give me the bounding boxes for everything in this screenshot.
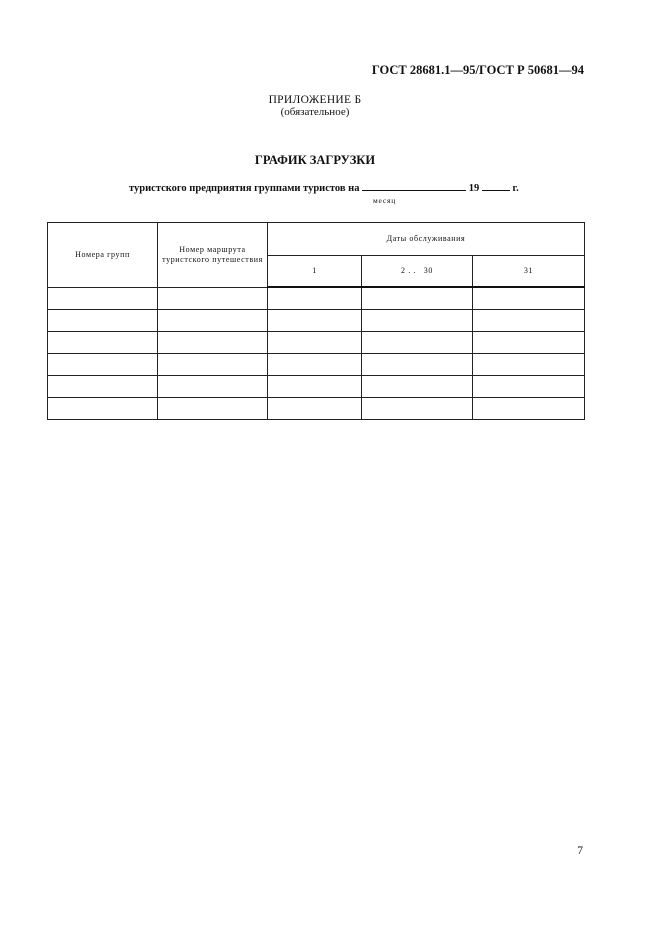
header-route-number: Номер маршрута туристского путешествия — [158, 223, 268, 288]
table-cell[interactable] — [473, 310, 585, 332]
table-cell[interactable] — [48, 332, 158, 354]
table-cell[interactable] — [48, 354, 158, 376]
table-cell[interactable] — [268, 398, 362, 420]
table-cell[interactable] — [48, 287, 158, 310]
table-cell[interactable] — [362, 332, 473, 354]
table-cell[interactable] — [48, 398, 158, 420]
table-cell[interactable] — [48, 310, 158, 332]
year-blank-field[interactable] — [482, 180, 510, 191]
table-row — [48, 287, 585, 310]
table-cell[interactable] — [473, 354, 585, 376]
form-subtitle — [129, 180, 519, 194]
table-cell[interactable] — [473, 332, 585, 354]
header-group-numbers: Номера групп — [48, 223, 158, 288]
table-cell[interactable] — [473, 376, 585, 398]
table-cell[interactable] — [268, 310, 362, 332]
appendix-title: ПРИЛОЖЕНИЕ Б — [268, 94, 362, 106]
form-title: ГРАФИК ЗАГРУЗКИ — [254, 153, 376, 167]
table-cell[interactable] — [158, 287, 268, 310]
table-cell[interactable] — [158, 398, 268, 420]
table-cell[interactable] — [158, 332, 268, 354]
schedule-table — [47, 222, 585, 420]
table-row — [48, 332, 585, 354]
table-cell[interactable] — [473, 398, 585, 420]
table-row — [48, 310, 585, 332]
header-date-1: 1 — [268, 256, 362, 288]
table-cell[interactable] — [362, 398, 473, 420]
table-cell[interactable] — [473, 287, 585, 310]
table-cell[interactable] — [362, 287, 473, 310]
subtitle-prefix: туристского предприятия группами туристов на — [129, 183, 360, 194]
table-cell[interactable] — [268, 376, 362, 398]
appendix-heading — [0, 94, 630, 118]
page-number: 7 — [577, 845, 583, 857]
month-blank-field[interactable] — [362, 180, 466, 191]
table-row — [48, 398, 585, 420]
header-date-range: 2 . . 30 — [362, 256, 473, 288]
table-cell[interactable] — [362, 310, 473, 332]
document-code: ГОСТ 28681.1—95/ГОСТ Р 50681—94 — [371, 63, 584, 77]
month-caption: месяц — [373, 196, 397, 205]
table-header-row — [48, 223, 585, 256]
table-cell[interactable] — [158, 376, 268, 398]
table-cell[interactable] — [362, 354, 473, 376]
table-cell[interactable] — [268, 354, 362, 376]
year-prefix: 19 — [468, 183, 480, 194]
appendix-subtitle: (обязательное) — [280, 106, 350, 118]
table-cell[interactable] — [48, 376, 158, 398]
header-date-31: 31 — [473, 256, 585, 288]
year-suffix: г. — [512, 183, 519, 194]
table-cell[interactable] — [158, 310, 268, 332]
table-cell[interactable] — [158, 354, 268, 376]
table-cell[interactable] — [268, 287, 362, 310]
table-cell[interactable] — [268, 332, 362, 354]
table-cell[interactable] — [362, 376, 473, 398]
header-service-dates: Даты обслуживания — [268, 223, 585, 256]
table-row — [48, 354, 585, 376]
table-row — [48, 376, 585, 398]
